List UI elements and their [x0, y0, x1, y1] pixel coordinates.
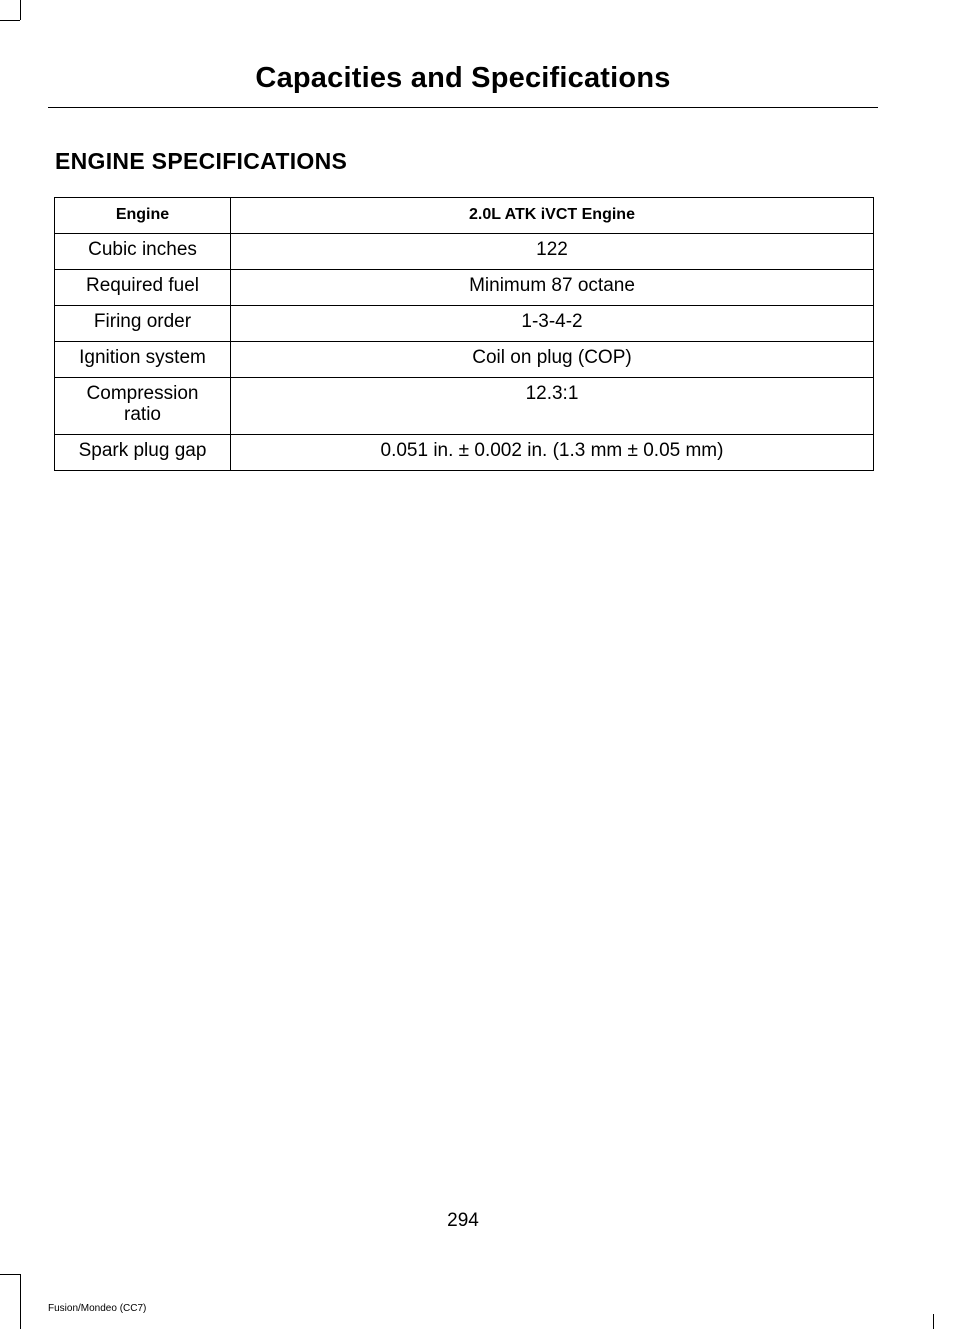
table-row — [55, 270, 874, 306]
row-value: 12.3:1 — [231, 378, 874, 435]
column-header-engine: Engine — [55, 198, 231, 234]
crop-mark-bottom-right-vertical — [933, 1314, 934, 1329]
row-value: Coil on plug (COP) — [231, 342, 874, 378]
crop-mark-top-left-vertical — [20, 0, 21, 20]
table-row — [55, 435, 874, 471]
table-row — [55, 378, 874, 435]
row-label: Firing order — [55, 306, 231, 342]
crop-mark-bottom-left-vertical — [20, 1274, 21, 1329]
table-row — [55, 342, 874, 378]
section-title: ENGINE SPECIFICATIONS — [55, 148, 348, 174]
crop-mark-top-left-horizontal — [0, 20, 20, 21]
engine-spec-table — [54, 197, 874, 471]
row-label: Compression ratio — [55, 378, 231, 435]
crop-mark-bottom-left-horizontal — [0, 1274, 20, 1275]
row-value: 122 — [231, 234, 874, 270]
footer-model-label: Fusion/Mondeo (CC7) — [48, 1303, 147, 1314]
row-value: 0.051 in. ± 0.002 in. (1.3 mm ± 0.05 mm) — [231, 435, 874, 471]
row-label: Cubic inches — [55, 234, 231, 270]
page-header — [48, 58, 878, 108]
row-value: 1-3-4-2 — [231, 306, 874, 342]
row-label: Required fuel — [55, 270, 231, 306]
row-value: Minimum 87 octane — [231, 270, 874, 306]
row-label: Ignition system — [55, 342, 231, 378]
row-label: Spark plug gap — [55, 435, 231, 471]
table-row — [55, 234, 874, 270]
page-number: 294 — [447, 1210, 479, 1231]
table-header-row — [55, 198, 874, 234]
table-row — [55, 306, 874, 342]
column-header-engine-variant: 2.0L ATK iVCT Engine — [231, 198, 874, 234]
page-title: Capacities and Specifications — [255, 62, 671, 94]
